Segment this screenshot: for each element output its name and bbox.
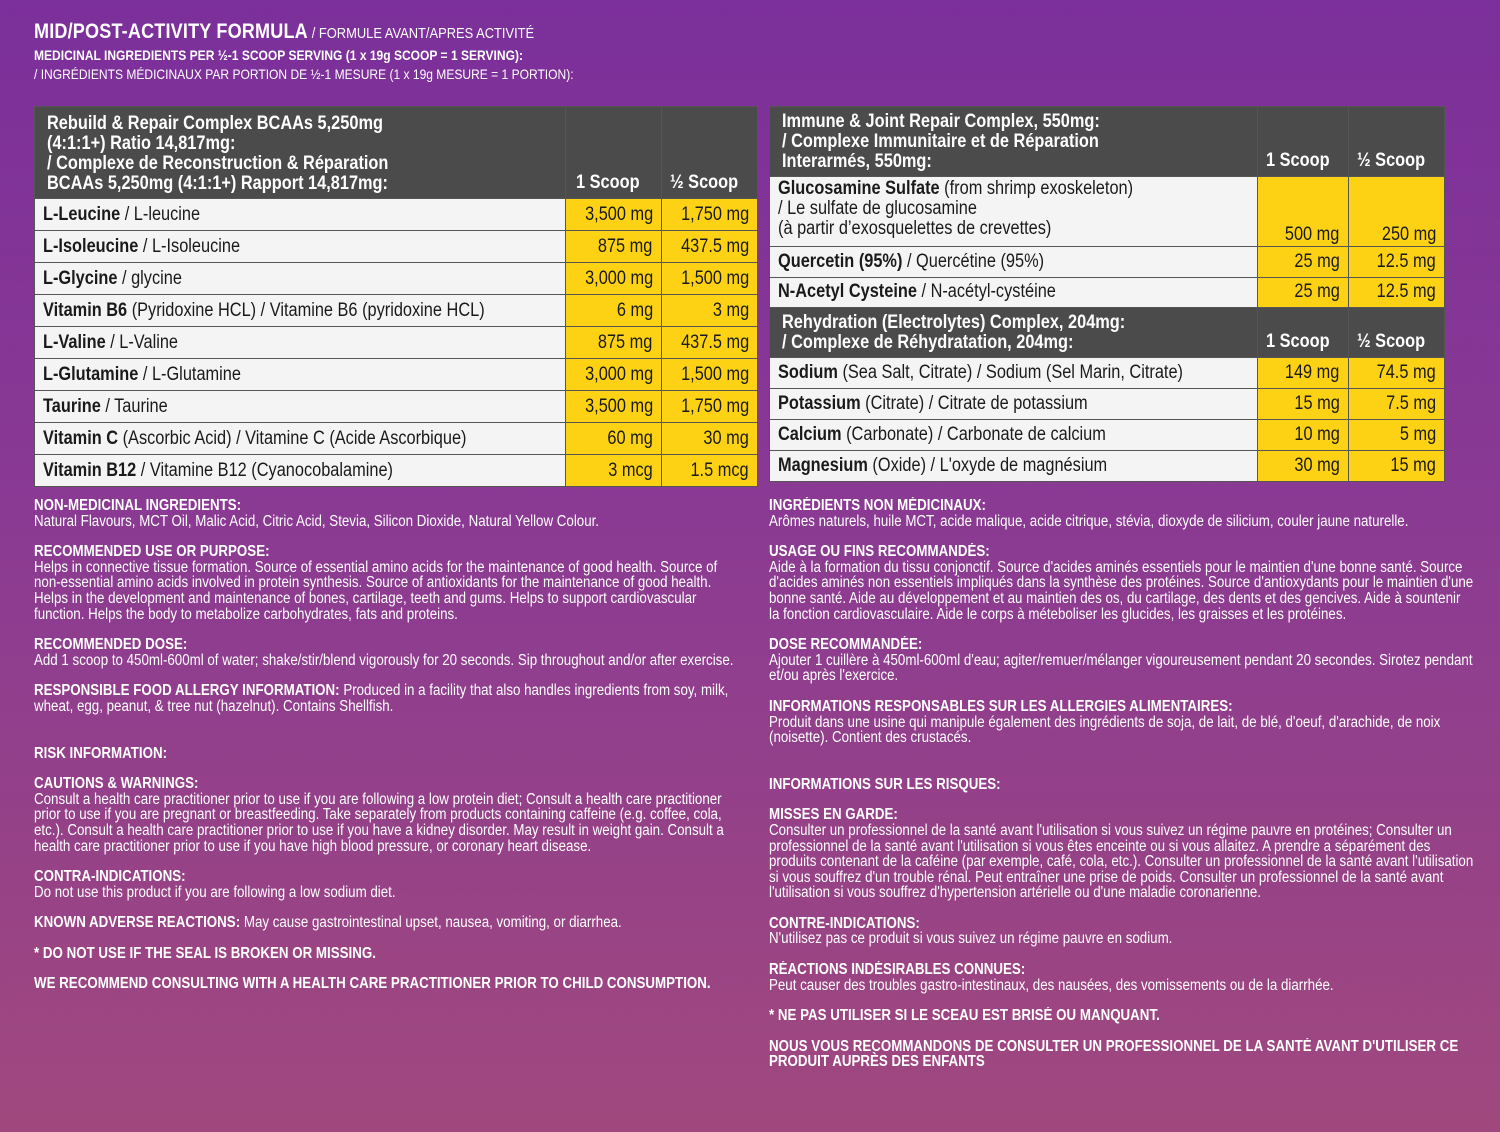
ingredient-name: Potassium (Citrate) / Citrate de potassium — [770, 389, 1258, 420]
section-heading: CONTRA-INDICATIONS: — [34, 868, 186, 886]
value-half-scoop: 437.5 mg — [661, 231, 757, 263]
section-heading: KNOWN ADVERSE REACTIONS: — [34, 914, 241, 932]
rehydration-complex-heading — [770, 308, 1258, 358]
value-1-scoop: 3,000 mg — [565, 359, 661, 391]
recommended-use-section — [769, 544, 1500, 622]
ingredient-name: L-Glycine / glycine — [35, 263, 566, 295]
section-body: Ajouter 1 cuillère à 450ml-600ml d'eau; agiter/remuer/mélanger vigoureusement pendant 20 secondes. Sirotez pendant et/ou après l'exercice. — [769, 651, 1473, 685]
recommended-dose-section — [34, 637, 852, 668]
page-title-fr: / FORMULE AVANT/APRES ACTIVITÉ — [311, 25, 535, 42]
table-row — [35, 263, 758, 295]
table-row — [35, 199, 758, 231]
section-heading: RÉACTIONS INDÉSIRABLES CONNUES: — [769, 961, 1026, 979]
heading-line: / Complexe de Reconstruction & Réparation — [47, 153, 389, 174]
section-body: Consult a health care practitioner prior to use if you are following a low protein diet; Consult a health care practitioner prior to use if you are pregnant or breastfeeding. Take separately from products containing caffeine (e.g. coffee, cola, etc.). Consult a health care practitioner prior to use if you have a kidney disorder. May result in weight gain. Consult a health care practitioner prior to use if you have high blood pressure, or coronary heart disease. — [34, 790, 724, 855]
value-1-scoop: 60 mg — [565, 423, 661, 455]
table-row — [770, 277, 1445, 308]
recommended-use-section — [34, 544, 852, 622]
col-1-scoop: 1 Scoop — [1257, 107, 1348, 177]
serving-subtitle: MEDICINAL INGREDIENTS PER ½-1 SCOOP SERVING (1 x 19g SCOOP = 1 SERVING): — [34, 47, 523, 63]
right-table-complex-heading — [770, 107, 1258, 177]
recommended-dose-section — [769, 637, 1500, 684]
right-table-header — [770, 107, 1445, 177]
seal-warning: * NE PAS UTILISER SI LE SCEAU EST BRISÉ OU MANQUANT. — [769, 1007, 1160, 1025]
contra-section — [769, 916, 1500, 947]
contra-section — [34, 869, 852, 900]
ingredient-name: Vitamin B12 / Vitamine B12 (Cyanocobalamine) — [35, 455, 566, 487]
child-warning: NOUS VOUS RECOMMANDONS DE CONSULTER UN PROFESSIONNEL DE LA SANTÉ AVANT D'UTILISER CE PRODUIT AUPRÈS DES ENFANTS — [769, 1037, 1459, 1071]
ingredient-name: L-Isoleucine / L-Isoleucine — [35, 231, 566, 263]
table-row — [35, 455, 758, 487]
value-1-scoop: 3,500 mg — [565, 199, 661, 231]
value-half-scoop: 1.5 mcg — [661, 455, 757, 487]
value-1-scoop: 25 mg — [1257, 247, 1348, 278]
cautions-section — [769, 807, 1500, 901]
left-ingredient-table — [34, 106, 758, 487]
rehydration-header — [770, 308, 1445, 358]
section-heading: RESPONSIBLE FOOD ALLERGY INFORMATION: — [34, 682, 340, 700]
value-half-scoop: 7.5 mg — [1348, 389, 1444, 420]
ingredient-name: Vitamin B6 (Pyridoxine HCL) / Vitamine B6 (pyridoxine HCL) — [35, 295, 566, 327]
value-1-scoop: 25 mg — [1257, 277, 1348, 308]
table-row — [35, 327, 758, 359]
section-heading: RECOMMENDED DOSE: — [34, 636, 188, 654]
table-row — [770, 177, 1445, 247]
heading-line: Rebuild & Repair Complex BCAAs 5,250mg — [47, 113, 383, 134]
left-table-complex-heading — [35, 107, 566, 199]
section-body: May cause gastrointestinal upset, nausea, vomiting, or diarrhea. — [240, 914, 622, 932]
heading-line: Interarmés, 550mg: — [782, 151, 932, 172]
table-row — [770, 247, 1445, 278]
ingredient-name: Taurine / Taurine — [35, 391, 566, 423]
non-medicinal-section — [34, 498, 852, 529]
left-table-header — [35, 107, 758, 199]
heading-line: Rehydration (Electrolytes) Complex, 204mg: — [782, 312, 1126, 333]
section-body: Produced in a facility that also handles ingredients from soy, milk, wheat, egg, peanut, & tree nut (hazelnut). Contains Shellfish. — [34, 682, 729, 715]
value-half-scoop: 12.5 mg — [1348, 247, 1444, 278]
ingredient-name: Sodium (Sea Salt, Citrate) / Sodium (Sel Marin, Citrate) — [770, 358, 1258, 389]
ingredient-name: Calcium (Carbonate) / Carbonate de calcium — [770, 420, 1258, 451]
heading-line: / Complexe Immunitaire et de Réparation — [782, 131, 1099, 152]
table-row — [35, 231, 758, 263]
section-body: Aide à la formation du tissu conjonctif. Source d'acides aminés essentiels pour le maintien d'une bonne santé. Source d'acides aminés non essentiels impliqués dans la synthèse des protéines. Source d'antioxydants pour le maintien d'une bonne santé. Aide au développement et au maintien des os, du cartilage, des dents et des gencives. Aide à sountenir la fonction cardiovasculaire. Aide le corps à méteboliser les glucides, les graisses et les protéines. — [769, 558, 1474, 623]
ingredient-name: L-Glutamine / L-Glutamine — [35, 359, 566, 391]
risk-section — [769, 777, 1500, 793]
value-1-scoop: 15 mg — [1257, 389, 1348, 420]
value-1-scoop: 875 mg — [565, 327, 661, 359]
value-half-scoop: 1,500 mg — [661, 359, 757, 391]
value-half-scoop: 1,750 mg — [661, 391, 757, 423]
ingredient-name: L-Valine / L-Valine — [35, 327, 566, 359]
ingredient-name: N-Acetyl Cysteine / N-acétyl-cystéine — [770, 277, 1258, 308]
serving-subtitle-fr: / INGRÉDIENTS MÉDICINAUX PAR PORTION DE ½-1 MESURE (1 x 19g MESURE = 1 PORTION): — [34, 66, 574, 82]
non-medicinal-section — [769, 498, 1500, 529]
value-half-scoop: 12.5 mg — [1348, 277, 1444, 308]
seal-warning: * DO NOT USE IF THE SEAL IS BROKEN OR MISSING. — [34, 944, 376, 962]
section-heading: INFORMATIONS SUR LES RISQUES: — [769, 775, 1001, 793]
section-heading: RISK INFORMATION: — [34, 744, 168, 762]
cautions-section — [34, 776, 852, 854]
table-row — [35, 295, 758, 327]
ingredient-name: Quercetin (95%) / Quercétine (95%) — [770, 247, 1258, 278]
value-1-scoop: 500 mg — [1257, 177, 1348, 247]
value-half-scoop: 437.5 mg — [661, 327, 757, 359]
section-body: Do not use this product if you are following a low sodium diet. — [34, 883, 396, 901]
section-heading: INFORMATIONS RESPONSABLES SUR LES ALLERGIES ALIMENTAIRES: — [769, 697, 1233, 715]
section-body: N'utilisez pas ce produit si vous suivez un régime pauvre en sodium. — [769, 930, 1173, 948]
section-heading: RECOMMENDED USE OR PURPOSE: — [34, 543, 270, 561]
section-heading: NON-MEDICINAL INGREDIENTS: — [34, 497, 242, 514]
heading-line: / Complexe de Réhydratation, 204mg: — [782, 332, 1074, 353]
value-1-scoop: 875 mg — [565, 231, 661, 263]
value-1-scoop: 149 mg — [1257, 358, 1348, 389]
section-heading: MISSES EN GARDE: — [769, 806, 898, 824]
table-row — [35, 423, 758, 455]
right-ingredient-table — [769, 106, 1445, 482]
section-body: Consulter un professionnel de la santé avant l'utilisation si vous suivez un régime pauvre en protéines; Consulter un professionnel de la santé avant l'utilisation si vous êtes enceinte ou si vous allaitez. A prendre a séparément des produits contenant de la caféine (par exemple, café, cola, etc.). Consulter un professionnel de la santé avant l'utilisation si vous souffrez d'un trouble rénal. Peut entraîner une prise de poids. Consulter un professionnel de la santé avant l'utilisation si vous souffrez d'hypertension artérielle ou d'une maladie coronarienne. — [769, 821, 1474, 902]
section-body: Arômes naturels, huile MCT, acide malique, acide citrique, stévia, dioxyde de silicium, couler jaune naturelle. — [769, 512, 1409, 530]
value-1-scoop: 30 mg — [1257, 451, 1348, 482]
value-half-scoop: 1,500 mg — [661, 263, 757, 295]
allergy-section — [34, 683, 852, 714]
col-half-scoop: ½ Scoop — [661, 107, 757, 199]
col-half-scoop: ½ Scoop — [1348, 107, 1444, 177]
table-row — [770, 389, 1445, 420]
value-half-scoop: 30 mg — [661, 423, 757, 455]
english-info-column — [34, 498, 852, 1007]
value-half-scoop: 5 mg — [1348, 420, 1444, 451]
section-heading: CONTRE-INDICATIONS: — [769, 914, 920, 932]
section-heading: INGRÉDIENTS NON MÉDICINAUX: — [769, 497, 987, 514]
table-row — [35, 359, 758, 391]
col-1-scoop: 1 Scoop — [565, 107, 661, 199]
value-1-scoop: 6 mg — [565, 295, 661, 327]
value-half-scoop: 15 mg — [1348, 451, 1444, 482]
adverse-section — [34, 915, 852, 931]
section-heading: USAGE OU FINS RECOMMANDÉS: — [769, 543, 990, 561]
section-heading: CAUTIONS & WARNINGS: — [34, 775, 199, 793]
section-body: Peut causer des troubles gastro-intestinaux, des nausées, des vomissements ou de la diarrhée. — [769, 976, 1334, 994]
ingredient-name: Magnesium (Oxide) / L'oxyde de magnésium — [770, 451, 1258, 482]
col-half-scoop: ½ Scoop — [1348, 308, 1444, 358]
section-body: Natural Flavours, MCT Oil, Malic Acid, Citric Acid, Stevia, Silicon Dioxide, Natural Yellow Colour. — [34, 512, 600, 530]
col-1-scoop: 1 Scoop — [1257, 308, 1348, 358]
value-half-scoop: 1,750 mg — [661, 199, 757, 231]
value-1-scoop: 3 mcg — [565, 455, 661, 487]
table-row — [770, 358, 1445, 389]
ingredient-name: Glucosamine Sulfate (from shrimp exoskeleton) / Le sulfate de glucosamine (à partir d’exosquelettes de crevettes) — [770, 177, 1258, 247]
table-row — [770, 451, 1445, 482]
value-1-scoop: 10 mg — [1257, 420, 1348, 451]
header-title-line — [34, 20, 574, 44]
french-info-column — [769, 498, 1500, 1085]
ingredient-name: Vitamin C (Ascorbic Acid) / Vitamine C (Acide Ascorbique) — [35, 423, 566, 455]
section-body: Add 1 scoop to 450ml-600ml of water; shake/stir/blend vigorously for 20 seconds. Sip throughout and/or after exercise. — [34, 651, 734, 669]
table-row — [35, 391, 758, 423]
section-heading: DOSE RECOMMANDÉE: — [769, 636, 923, 654]
heading-line: (4:1:1+) Ratio 14,817mg: — [47, 133, 236, 154]
heading-line: Immune & Joint Repair Complex, 550mg: — [782, 111, 1100, 132]
value-1-scoop: 3,500 mg — [565, 391, 661, 423]
section-body: Helps in connective tissue formation. Source of essential amino acids for the maintenance of good health. Source of non-essential amino acids involved in protein synthesis. Source of antioxidants for the maintenance of good health. Helps in the development and maintenance of bones, cartilage, teeth and gums. Helps to support cardiovascular function. Helps the body to metabolize carbohydrates, fats and proteins. — [34, 558, 718, 623]
heading-line: BCAAs 5,250mg (4:1:1+) Rapport 14,817mg: — [47, 173, 388, 194]
value-half-scoop: 3 mg — [661, 295, 757, 327]
child-warning: WE RECOMMEND CONSULTING WITH A HEALTH CARE PRACTITIONER PRIOR TO CHILD CONSUMPTION. — [34, 975, 711, 993]
adverse-section — [769, 962, 1500, 993]
value-1-scoop: 3,000 mg — [565, 263, 661, 295]
label-header — [34, 20, 661, 82]
ingredient-name: L-Leucine / L-leucine — [35, 199, 566, 231]
allergy-section — [769, 699, 1500, 746]
value-half-scoop: 74.5 mg — [1348, 358, 1444, 389]
value-half-scoop: 250 mg — [1348, 177, 1444, 247]
table-row — [770, 420, 1445, 451]
section-body: Produit dans une usine qui manipule également des ingrédients de soja, de lait, de blé, d'oeuf, d'arachide, de noix (noisette). Contient des crustacés. — [769, 713, 1441, 747]
risk-section — [34, 746, 852, 762]
page-title: MID/POST-ACTIVITY FORMULA — [34, 20, 308, 43]
